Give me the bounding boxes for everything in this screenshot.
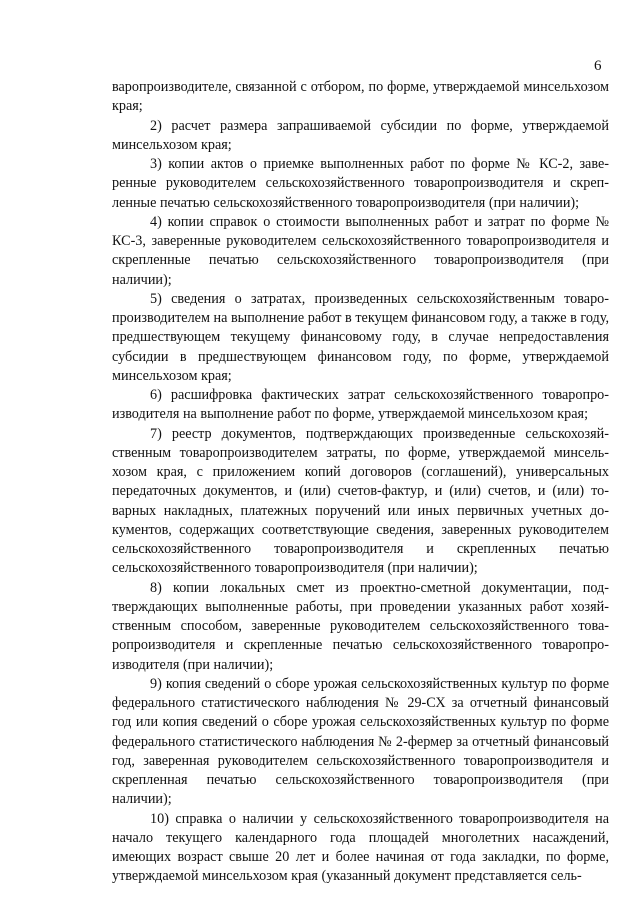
list-item-2: 2) расчет размера запрашиваемой субсидии по форме, утверждаемой минсельхозом края; <box>112 117 609 153</box>
list-item-9: 9) копия сведений о сборе урожая сельскохозяйственных культур по форме федерального статистического наблюдения № 29-СХ за отчетный финансовый год или копия сведений о сборе урожая сельскохозяйственных культур по форме федерального статистического наблюдения № 2-фермер за отчетный финансовый год, заверенная руководителем сельскохозяйственного товаропроизводителя и скрепленная печатью сельскохозяйственного товаропроизводителя (при наличии); <box>112 675 609 808</box>
list-item-4: 4) копии справок о стоимости выполненных работ и затрат по форме № КС-3, заверенные руководителем сельскохозяйственного товаропроизводителя и скрепленные печатью сельскохозяйственного товаропроизводителя (при наличии); <box>112 213 609 288</box>
list-item-10: 10) справка о наличии у сельскохозяйственного товаропроизводителя на начало текущего календарного года площадей многолетних насаждений, имеющих возраст свыше 20 лет и более начиная от года закладки, по форме, утверждаемой минсельхозом края (указанный документ представляется сель- <box>112 810 609 885</box>
list-item-3: 3) копии актов о приемке выполненных работ по форме № КС-2, заверенные руководителем сельскохозяйственного товаропроизводителя и скрепленные печатью сельскохозяйственного товаропроизводителя (при наличии); <box>112 156 609 211</box>
document-body <box>112 78 609 887</box>
list-item-7: 7) реестр документов, подтверждающих произведенные сельскохозяйственным товаропроизводителем затраты, по форме, утверждаемой минсельхозом края, с приложением копий договоров (соглашений), универсальных передаточных документов, и (или) счетов-фактур, и (или) счетов, и (или) товарных накладных, платежных поручений или иных первичных учетных документов, содержащих соответствующие сведения, заверенных руководителем сельскохозяйственного товаропроизводителя и скрепленных печатью сельскохозяйственного товаропроизводителя (при наличии); <box>112 425 609 577</box>
list-item-5: 5) сведения о затратах, произведенных сельскохозяйственным товаропроизводителем на выполнение работ в текущем финансовом году, а также в году, предшествующем текущему финансовому году, в случае непредоставления субсидии в предшествующем финансовом году, по форме, утверждаемой минсельхозом края; <box>112 290 609 384</box>
paragraph-continuation: варопроизводителе, связанной с отбором, по форме, утверждаемой минсельхозом края; <box>112 79 609 115</box>
list-item-8: 8) копии локальных смет из проектно-сметной документации, подтверждающих выполненные работы, при проведении указанных работ хозяйственным способом, заверенные руководителем сельскохозяйственного товаропроизводителя и скрепленные печатью сельскохозяйственного товаропроизводителя (при наличии); <box>112 579 609 673</box>
page-number: 6 <box>594 58 602 74</box>
list-item-6: 6) расшифровка фактических затрат сельскохозяйственного товаропроизводителя на выполнение работ по форме, утверждаемой минсельхозом края; <box>112 387 609 423</box>
